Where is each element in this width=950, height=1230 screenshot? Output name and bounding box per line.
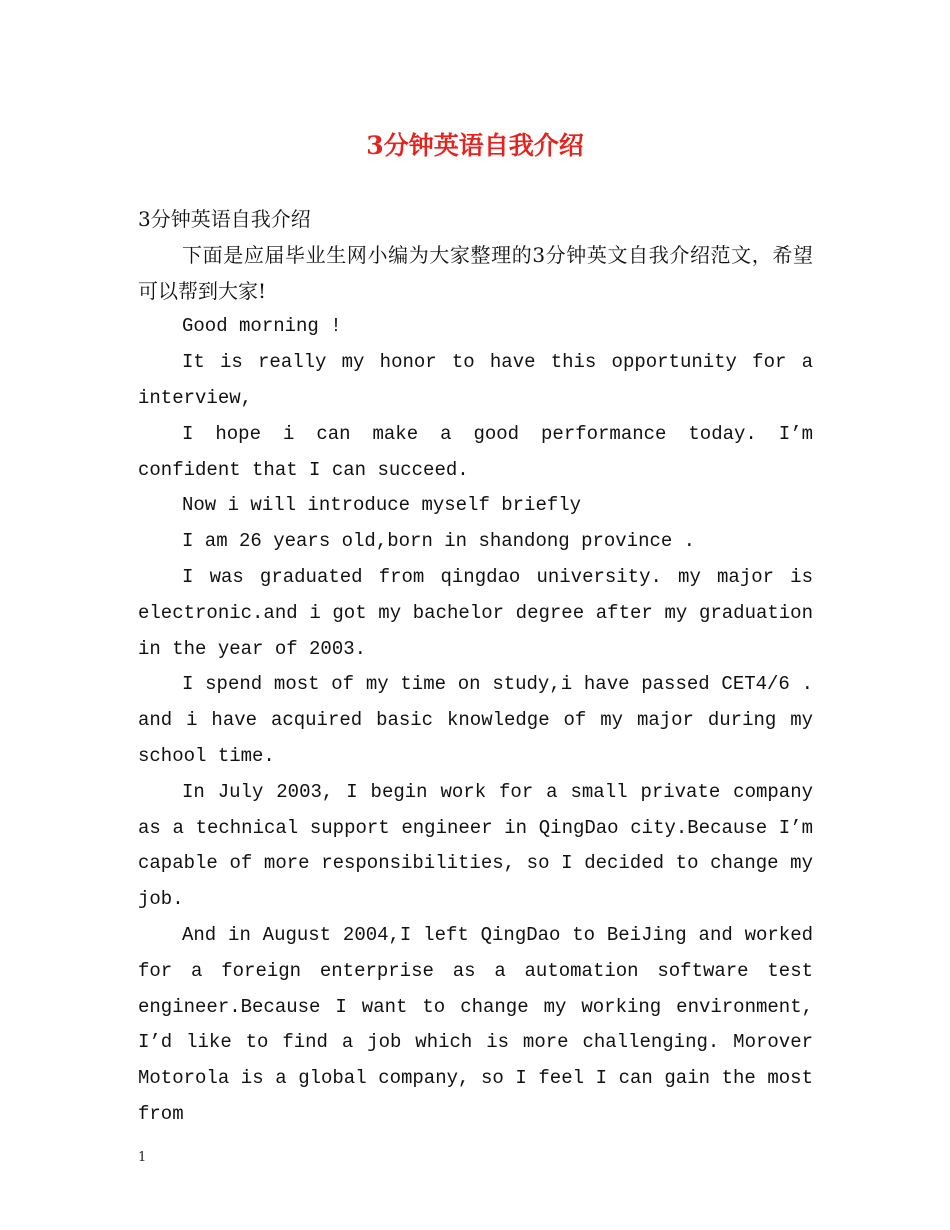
paragraph-study: I spend most of my time on study,i have passed CET4/6 . and i have acquired basic knowledge of my major during my school time. bbox=[138, 673, 813, 767]
paragraph-age: I am 26 years old,born in shandong province . bbox=[182, 530, 696, 553]
document-title: 3分钟英语自我介绍 bbox=[366, 131, 584, 160]
page-number: 1 bbox=[138, 1150, 147, 1165]
document-body bbox=[138, 202, 813, 1133]
paragraph-honor: It is really my honor to have this opportunity for a interview, bbox=[138, 351, 813, 409]
paragraph-first-job: In July 2003, I begin work for a small private company as a technical support engineer in QingDao city.Because I’m capable of more responsibilities, so I decided to change my job. bbox=[138, 780, 813, 911]
section-heading: 3分钟英语自我介绍 bbox=[138, 207, 311, 231]
paragraph-introduce: Now i will introduce myself briefly bbox=[182, 494, 582, 517]
paragraph-greeting: Good morning ! bbox=[182, 315, 342, 338]
paragraph-second-job: And in August 2004,I left QingDao to BeiJing and worked for a foreign enterprise as a automation software test engineer.Because I want to change my working environment, I’d like to find a job which is more challenging. Morover Motorola is a global company, so I feel I can gain the most from bbox=[138, 923, 813, 1125]
paragraph-hope: I hope i can make a good performance today. I’m confident that I can succeed. bbox=[138, 422, 813, 481]
intro-paragraph: 下面是应届毕业生网小编为大家整理的3分钟英文自我介绍范文，希望可以帮到大家! bbox=[138, 242, 813, 303]
paragraph-education: I was graduated from qingdao university. my major is electronic.and i got my bachelor degree after my graduation in the year of 2003. bbox=[138, 565, 813, 660]
